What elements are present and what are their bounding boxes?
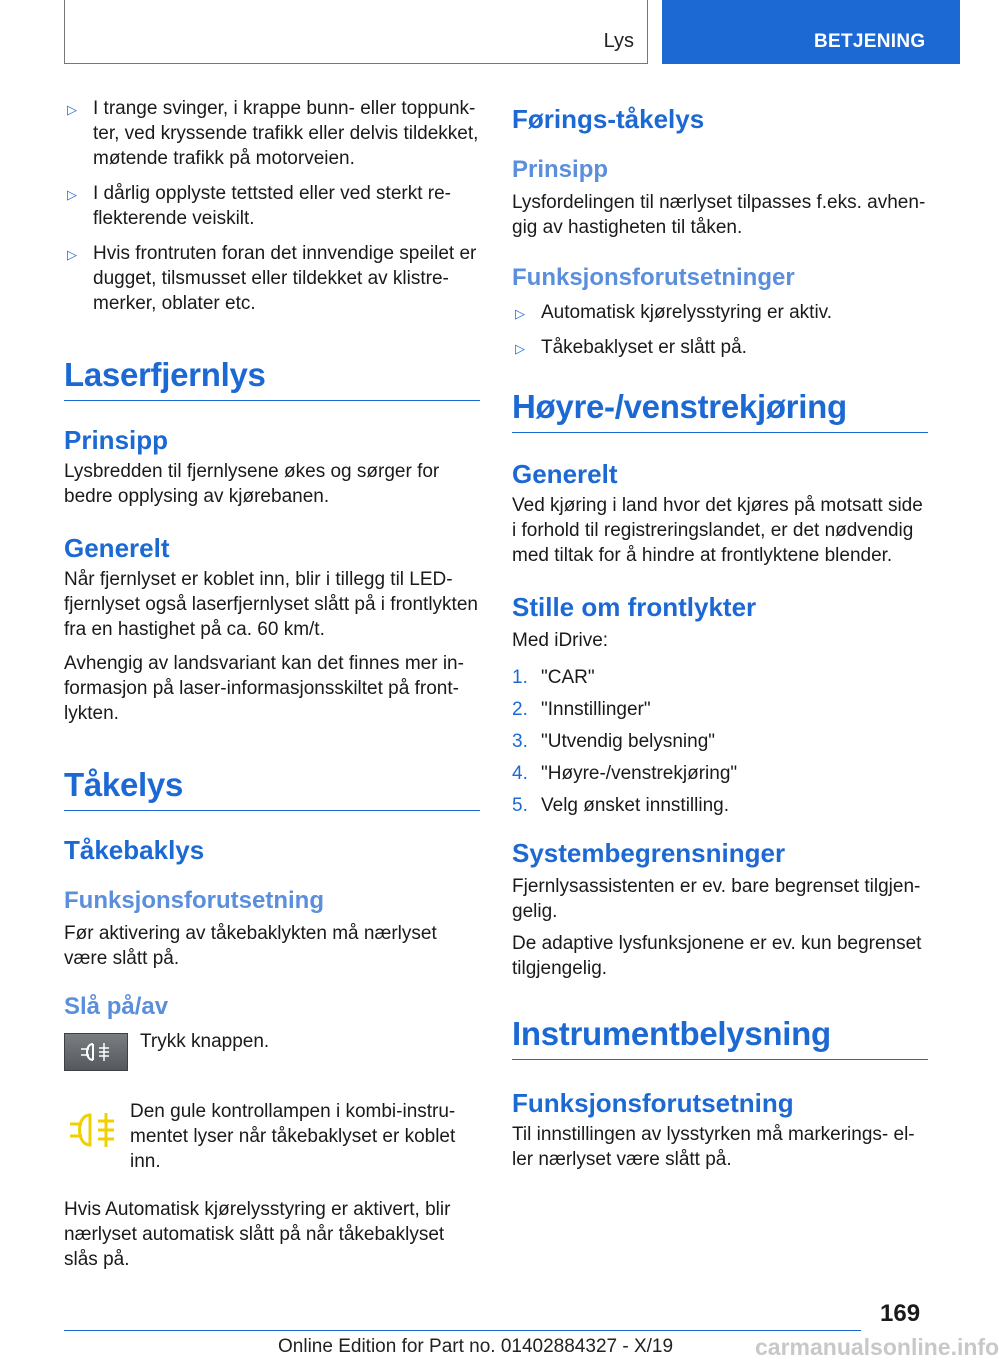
triangle-bullet-icon: ▷ (67, 102, 77, 117)
list-item: 5. Velg ønsket innstilling. (512, 795, 729, 816)
fog-light-button-icon (64, 1033, 128, 1071)
list-item: 4. "Høyre-/venstrekjøring" (512, 763, 738, 784)
header-chapter-tab[interactable] (662, 0, 960, 64)
lhd-general-text: Ved kjøring i land hvor det kjøres på motsatt side i forhold til registreringslandet, er det nødvendig med tiltak for å hindre at frontlyktene blender. (512, 495, 923, 566)
fog-warning-lamp-icon (66, 1107, 124, 1153)
heading-condition: Funksjonsforutsetning (64, 887, 324, 914)
steps-list (512, 665, 928, 818)
footer-edition: Online Edition for Part no. 01402884327 - X/19 (278, 1336, 674, 1357)
heading-rear-fog: Tåkebaklys (64, 835, 205, 865)
section-title-instrument: Instrumentbelysning (512, 1015, 928, 1060)
heading-guide-principle: Prinsipp (512, 156, 609, 183)
section-title-fog: Tåkelys (64, 766, 480, 811)
right-column (512, 96, 928, 1172)
indicator-lamp-text: Den gule kontrollampen i kombi-instru-mentet lyser når tåkebaklyset er koblet inn. (130, 1101, 456, 1172)
list-item: 3. "Utvendig belysning" (512, 731, 716, 752)
instrument-condition-text: Til innstillingen av lysstyrken må markerings- el-ler nærlyset være slått på. (512, 1124, 915, 1170)
triangle-bullet-icon: ▷ (67, 247, 77, 262)
list-item: 2. "Innstillinger" (512, 699, 651, 720)
limits-text: Fjernlysassistenten er ev. bare begrenset tilgjen-gelig. (512, 876, 921, 922)
list-item: ▷ I trange svinger, i krappe bunn- eller toppunk-ter, ved kryssende trafikk eller delvis tildekket, møtende trafikk på motorveien. (67, 98, 479, 169)
header-chapter-label: BETJENING (814, 31, 926, 52)
press-button-text: Trykk knappen. (140, 1031, 270, 1052)
triangle-bullet-icon: ▷ (67, 187, 77, 202)
list-item: ▷ I dårlig opplyste tettsted eller ved sterkt re-flekterende veiskilt. (67, 183, 451, 229)
condition-text: Før aktivering av tåkebaklykten må nærlyset være slått på. (64, 923, 437, 969)
auto-light-text: Hvis Automatisk kjørelysstyring er aktivert, blir nærlyset automatisk slått på når tåkebaklyset slås på. (64, 1199, 451, 1270)
footer-divider (64, 1330, 861, 1331)
limits-text-2: De adaptive lysfunksjonene er ev. kun begrenset tilgjengelig. (512, 933, 922, 979)
section-title-lhd: Høyre-/venstrekjøring (512, 388, 928, 433)
guide-principle-text: Lysfordelingen til nærlyset tilpasses f.eks. avhen-gig av hastigheten til tåken. (512, 192, 926, 238)
heading-general: Generelt (64, 533, 170, 563)
general-text-2: Avhengig av landsvariant kan det finnes mer in-formasjon på laser-informasjonsskiltet på front-lykten. (64, 653, 464, 724)
list-item: ▷ Hvis frontruten foran det innvendige speilet er dugget, tilsmusset eller tildekket av klistre-merker, oblater etc. (67, 243, 477, 314)
general-text: Når fjernlyset er koblet inn, blir i tillegg til LED-fjernlyset også laserfjernlyset slått på i frontlykten fra en hastighet på ca. 60 km/t. (64, 569, 478, 640)
triangle-bullet-icon: ▷ (515, 341, 525, 356)
left-column (64, 96, 480, 1272)
list-item: 1. "CAR" (512, 667, 595, 688)
triangle-bullet-icon: ▷ (515, 306, 525, 321)
list-item: ▷ Automatisk kjørelysstyring er aktiv. (512, 300, 928, 325)
list-item: ▷ Tåkebaklyset er slått på. (512, 335, 928, 360)
indicator-instruction (64, 1099, 480, 1179)
section-title-laser: Laserfjernlys (64, 356, 480, 401)
page-number: 169 (880, 1300, 921, 1327)
principle-text: Lysbredden til fjernlysene økes og sørger for bedre opplysing av kjørebanen. (64, 461, 440, 507)
header-section-title: Lys (603, 30, 634, 52)
button-instruction (64, 1029, 480, 1073)
heading-adjust-headlights: Stille om frontlykter (512, 592, 757, 622)
heading-limits: Systembegrensninger (512, 838, 786, 868)
heading-on-off: Slå på/av (64, 993, 169, 1020)
header-frame (64, 0, 648, 64)
heading-guide-conditions: Funksjonsforutsetninger (512, 264, 795, 291)
adjust-intro: Med iDrive: (512, 630, 609, 651)
heading-principle: Prinsipp (64, 425, 169, 455)
heading-instrument-condition: Funksjonsforutsetning (512, 1088, 794, 1118)
heading-lhd-general: Generelt (512, 459, 618, 489)
heading-guide-fog: Førings-tåkelys (512, 104, 705, 134)
watermark: carmanualsonline.info (755, 1334, 999, 1360)
